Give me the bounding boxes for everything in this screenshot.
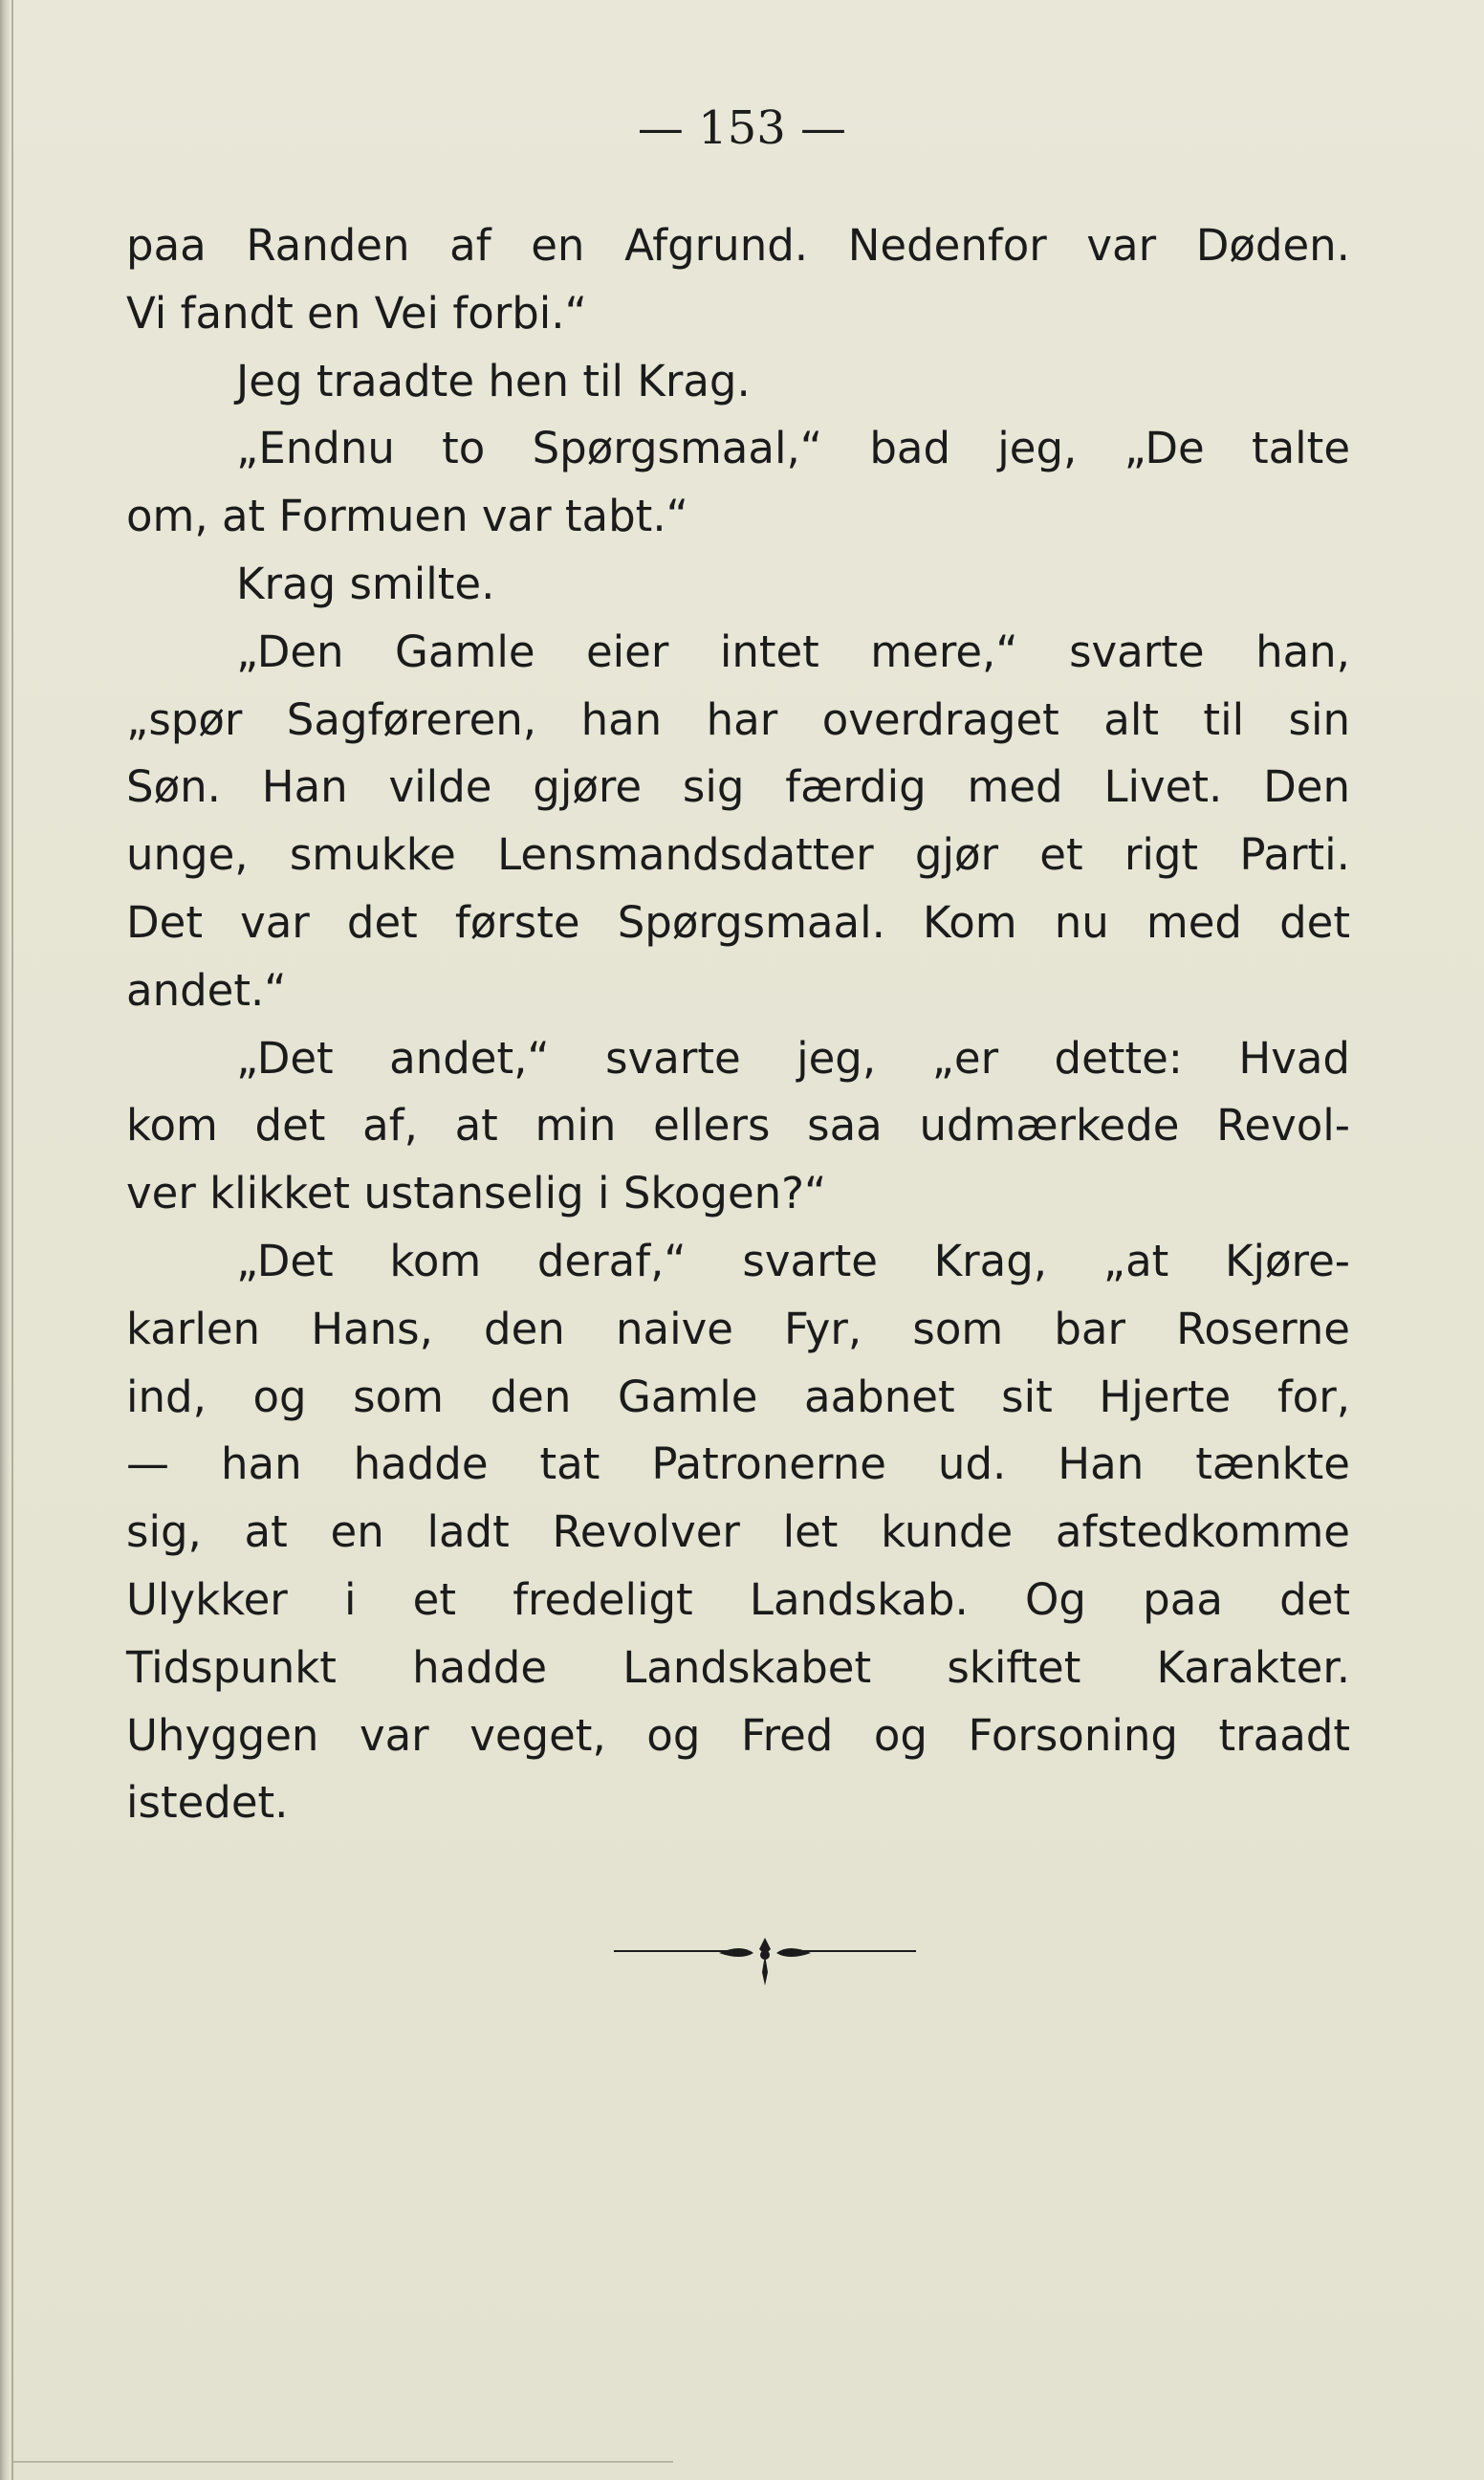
text-line: kom det af, at min ellers saa udmærkede Revol- — [126, 1100, 1350, 1152]
text-line: Krag smilte. — [236, 558, 495, 609]
text-line: istedet. — [126, 1777, 289, 1829]
text-line: andet.“ — [126, 964, 287, 1016]
text-line: Jeg traadte hen til Krag. — [236, 355, 751, 406]
text-line: sig, at en ladt Revolver let kunde afstedkomme — [126, 1506, 1350, 1558]
text-line: Ulykker i et fredeligt Landskab. Og paa det — [126, 1573, 1350, 1625]
text-line: Det var det første Spørgsmaal. Kom nu med det — [126, 896, 1350, 948]
text-line: om, at Formuen var tabt.“ — [126, 491, 688, 542]
text-line: karlen Hans, den naive Fyr, som bar Roserne — [126, 1303, 1350, 1354]
text-line: — han hadde tat Patronerne ud. Han tænkte — [126, 1438, 1350, 1490]
text-line: Vi fandt en Vei forbi.“ — [126, 287, 587, 339]
page-number: — 153 — — [637, 101, 847, 155]
text-line: Tidspunkt hadde Landskabet skiftet Karakter. — [126, 1641, 1350, 1693]
text-line: paa Randen af en Afgrund. Nedenfor var Døden. — [126, 220, 1350, 271]
text-line: unge, smukke Lensmandsdatter gjør et rigt Parti. — [126, 829, 1350, 881]
text-line: „Den Gamle eier intet mere,“ svarte han, — [236, 625, 1350, 677]
chapter-end-ornament-icon — [612, 1932, 918, 1999]
text-line: ind, og som den Gamle aabnet sit Hjerte for, — [126, 1371, 1350, 1422]
page-edge-line — [11, 0, 13, 2480]
text-line: „Det andet,“ svarte jeg, „er dette: Hvad — [236, 1032, 1350, 1084]
text-line: Søn. Han vilde gjøre sig færdig med Livet. Den — [126, 761, 1350, 813]
text-line: „Det kom deraf,“ svarte Krag, „at Kjøre- — [236, 1235, 1350, 1286]
body-text — [126, 212, 1350, 1837]
page-bottom-line — [13, 2461, 673, 2463]
page-binding-edge — [0, 0, 10, 2480]
text-line: Uhyggen var veget, og Fred og Forsoning traadt — [126, 1709, 1350, 1761]
text-line: ver klikket ustanselig i Skogen?“ — [126, 1168, 827, 1219]
text-line: „Endnu to Spørgsmaal,“ bad jeg, „De talte — [236, 423, 1350, 474]
text-line: „spør Sagføreren, han har overdraget alt til sin — [126, 693, 1350, 745]
